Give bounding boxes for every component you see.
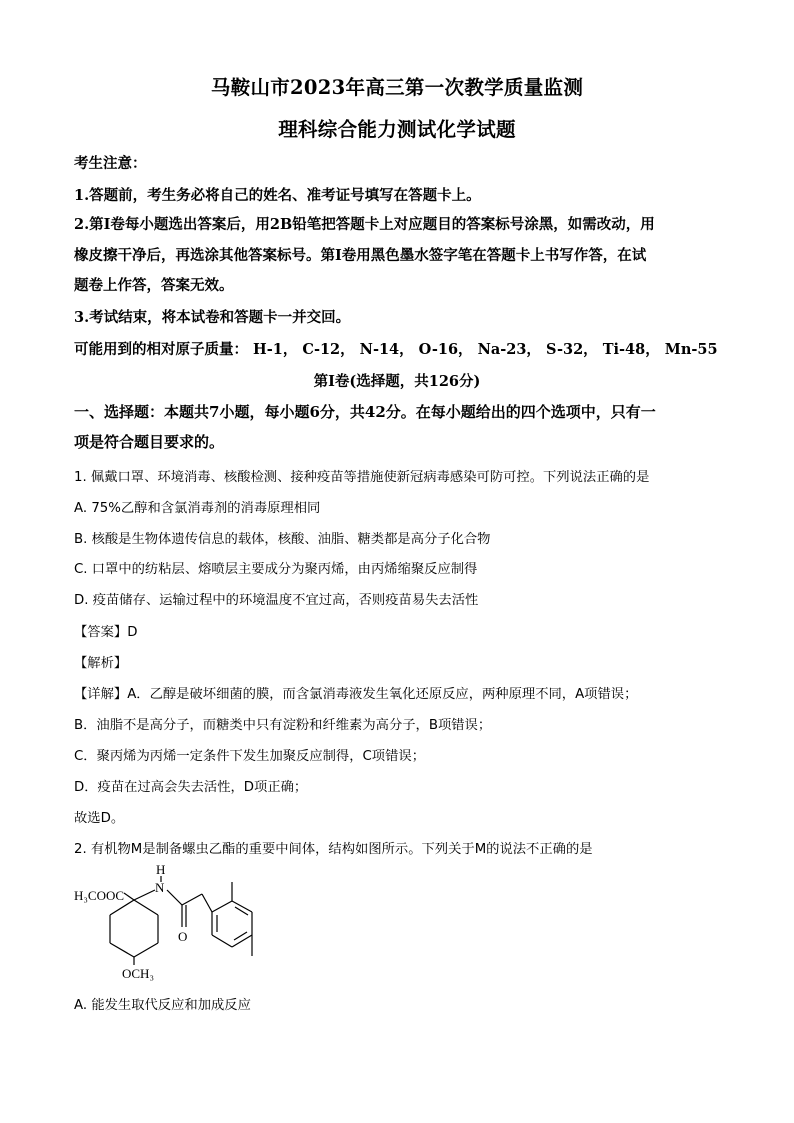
exam-subtitle: 理科综合能力测试化学试题 [278, 118, 516, 141]
question-1-option-c: C. 口罩中的纺粘层、熔喷层主要成分为聚丙烯，由丙烯缩聚反应制得 [74, 562, 478, 577]
question-1-detail-a [74, 683, 637, 702]
question-1-detail-c: C．聚丙烯为丙烯一定条件下发生加聚反应制得，C项错误； [74, 749, 425, 764]
bond [212, 935, 232, 947]
detail-tag: 【详解】 [74, 687, 128, 702]
bond [110, 943, 134, 957]
bond [134, 890, 155, 900]
atomic-masses: 可能用到的相对原子质量： H-1， C-12， N-14， O-16， Na-23， S-32， Ti-48， Mn-55 [74, 341, 718, 358]
detail-a-text: A．乙醇是破坏细菌的膜，而含氯消毒液发生氧化还原反应，两种原理不同，A项错误； [127, 687, 638, 702]
notice-item-2-line-3: 题卷上作答，答案无效。 [74, 277, 234, 294]
question-1-detail-b: B．油脂不是高分子，而糖类中只有淀粉和纤维素为高分子，B项错误； [74, 718, 492, 733]
question-1-analysis-tag: 【解析】 [74, 656, 128, 671]
bond [212, 901, 232, 912]
bond [167, 890, 182, 905]
question-2-option-a: A. 能发生取代反应和加成反应 [74, 998, 251, 1013]
section-instruction-line-2: 项是符合题目要求的。 [74, 433, 225, 451]
section-instruction-line-1: 一、选择题：本题共7小题，每小题6分，共42分。在每小题给出的四个选项中，只有一 [74, 403, 656, 421]
answer-value: D [127, 625, 138, 640]
bond [134, 900, 158, 915]
bond [202, 894, 212, 912]
question-1-option-a: A. 75%乙醇和含氯消毒剂的消毒原理相同 [74, 501, 321, 516]
notice-heading: 考生注意： [74, 155, 147, 172]
ester-label: H₃COOC [74, 888, 125, 903]
answer-tag: 【答案】 [74, 625, 128, 640]
bond [124, 893, 134, 900]
bond [134, 943, 158, 957]
bond [232, 901, 252, 912]
bond [232, 935, 252, 947]
notice-item-1: 1.答题前，考生务必将自己的姓名、准考证号填写在答题卡上。 [74, 187, 481, 204]
hydrogen-label: H [156, 862, 166, 877]
question-1-conclusion: 故选D。 [74, 811, 125, 826]
question-1-option-b: B. 核酸是生物体遗传信息的载体，核酸、油脂、糖类都是高分子化合物 [74, 532, 491, 547]
oxygen-label: O [178, 929, 188, 944]
question-1-stem: 1. 佩戴口罩、环境消毒、核酸检测、接种疫苗等措施使新冠病毒感染可防可控。下列说法正确的是 [74, 470, 650, 485]
notice-item-2-line-2: 橡皮擦干净后，再选涂其他答案标号。第I卷用黑色墨水签字笔在答题卡上书写作答，在试 [74, 247, 647, 264]
notice-item-2-line-1: 2.第I卷每小题选出答案后，用2B铅笔把答题卡上对应题目的答案标号涂黑，如需改动，用 [74, 216, 655, 233]
notice-item-3: 3.考试结束，将本试卷和答题卡一并交回。 [74, 309, 351, 326]
question-1-detail-d: D．疫苗在过高会失去活性，D项正确； [74, 780, 308, 795]
question-2-stem: 2. 有机物M是制备螺虫乙酯的重要中间体，结构如图所示。下列关于M的说法不正确的是 [74, 842, 593, 857]
bond [182, 894, 202, 905]
exam-title: 马鞍山市2023年高三第一次教学质量监测 [210, 76, 584, 99]
question-1-option-d: D. 疫苗储存、运输过程中的环境温度不宜过高，否则疫苗易失去活性 [74, 593, 479, 608]
nitrogen-label: N [155, 880, 165, 895]
question-1-answer [74, 621, 137, 640]
methoxy-label: OCH₃ [122, 966, 154, 981]
structure-diagram [66, 860, 266, 985]
section-title: 第I卷(选择题，共126分) [313, 373, 481, 390]
